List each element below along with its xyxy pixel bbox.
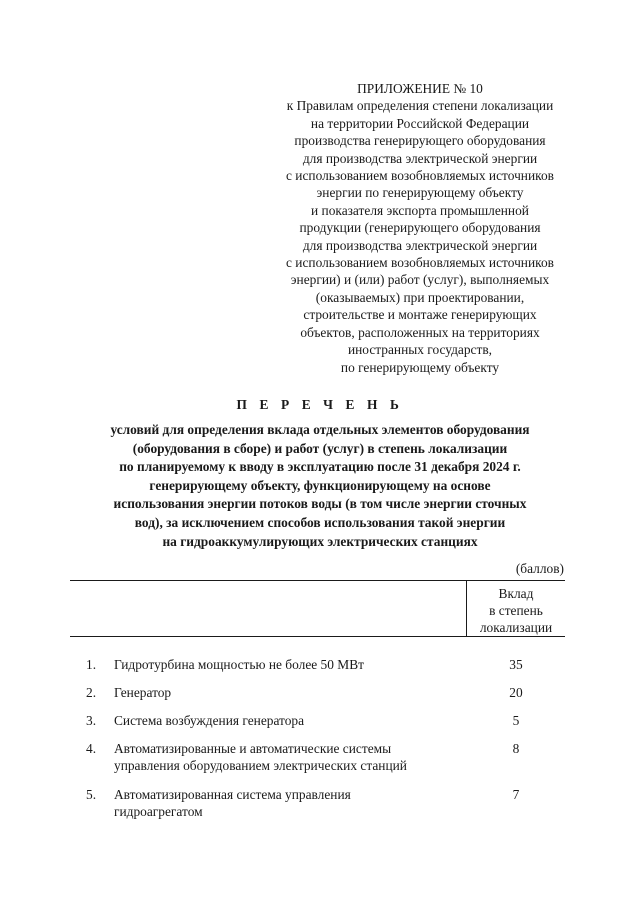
appendix-line: иностранных государств, <box>347 342 493 358</box>
appendix-line: производства генерирующего оборудования <box>294 133 546 149</box>
column-header-line: локализации <box>479 620 553 635</box>
subtitle-line: использования энергии потоков воды (в том числе энергии сточных <box>113 496 527 512</box>
row-value: 5 <box>512 713 520 728</box>
subtitle-line: (оборудования в сборе) и работ (услуг) в степень локализации <box>132 440 508 456</box>
row-name-line: Система возбуждения генератора <box>114 713 305 728</box>
appendix-line: объектов, расположенных на территориях <box>300 324 540 340</box>
row-number: 4. <box>86 741 97 756</box>
appendix-line: (оказываемых) при проектировании, <box>315 289 525 305</box>
row-value: 20 <box>509 685 523 700</box>
appendix-line: энергии) и (или) работ (услуг), выполняемых <box>290 272 550 288</box>
row-name <box>114 786 464 821</box>
appendix-line: и показателя экспорта промышленной <box>311 202 529 218</box>
row-name-line: Гидротурбина мощностью не более 50 МВт <box>114 657 364 672</box>
row-value: 8 <box>512 741 520 756</box>
appendix-line: по генерирующему объекту <box>340 359 500 375</box>
row-value: 35 <box>509 657 523 672</box>
row-name-line: Автоматизированные и автоматические системы <box>114 741 392 756</box>
row-name <box>114 740 464 775</box>
row-name-line: управления оборудованием электрических станций <box>114 758 407 774</box>
column-header-line: в степень <box>489 603 543 618</box>
column-header-contribution <box>467 585 565 636</box>
appendix-header <box>255 80 585 376</box>
row-name <box>114 684 464 701</box>
row-value: 7 <box>512 787 520 802</box>
appendix-line: с использованием возобновляемых источников <box>286 168 554 184</box>
appendix-title: ПРИЛОЖЕНИЕ № 10 <box>357 81 483 96</box>
subtitle-line: генерирующему объекту, функционирующему на основе <box>149 477 491 493</box>
appendix-line: на территории Российской Федерации <box>310 115 530 131</box>
row-name-line: гидроагрегатом <box>114 804 203 820</box>
appendix-line: продукции (генерирующего оборудования <box>299 220 541 236</box>
subtitle-line: вод), за исключением способов использования такой энергии <box>134 514 506 530</box>
row-name <box>114 656 464 673</box>
units-label: (баллов) <box>515 561 564 576</box>
appendix-line: строительстве и монтаже генерирующих <box>303 307 537 323</box>
appendix-line: энергии по генерирующему объекту <box>316 185 524 201</box>
row-number: 2. <box>86 685 97 700</box>
appendix-line: для производства электрической энергии <box>302 237 538 253</box>
row-name-line: Генератор <box>114 685 172 700</box>
subtitle-line: по планируемому к вводу в эксплуатацию после 31 декабря 2024 г. <box>119 459 521 475</box>
list-heading: П Е Р Е Ч Е Н Ь <box>236 397 404 412</box>
appendix-line: к Правилам определения степени локализации <box>286 98 554 114</box>
table-top-rule <box>70 580 565 581</box>
subtitle-line: условий для определения вклада отдельных элементов оборудования <box>110 422 530 437</box>
appendix-line: с использованием возобновляемых источников <box>286 255 554 271</box>
row-number: 3. <box>86 713 97 728</box>
column-header-line: Вклад <box>498 586 534 601</box>
list-subtitle <box>40 421 600 551</box>
subtitle-line: на гидроаккумулирующих электрических станциях <box>162 533 478 549</box>
table-header-rule <box>70 636 565 637</box>
row-name <box>114 712 464 729</box>
appendix-line: для производства электрической энергии <box>302 150 538 166</box>
row-number: 5. <box>86 787 97 802</box>
row-number: 1. <box>86 657 97 672</box>
row-name-line: Автоматизированная система управления <box>114 787 351 802</box>
